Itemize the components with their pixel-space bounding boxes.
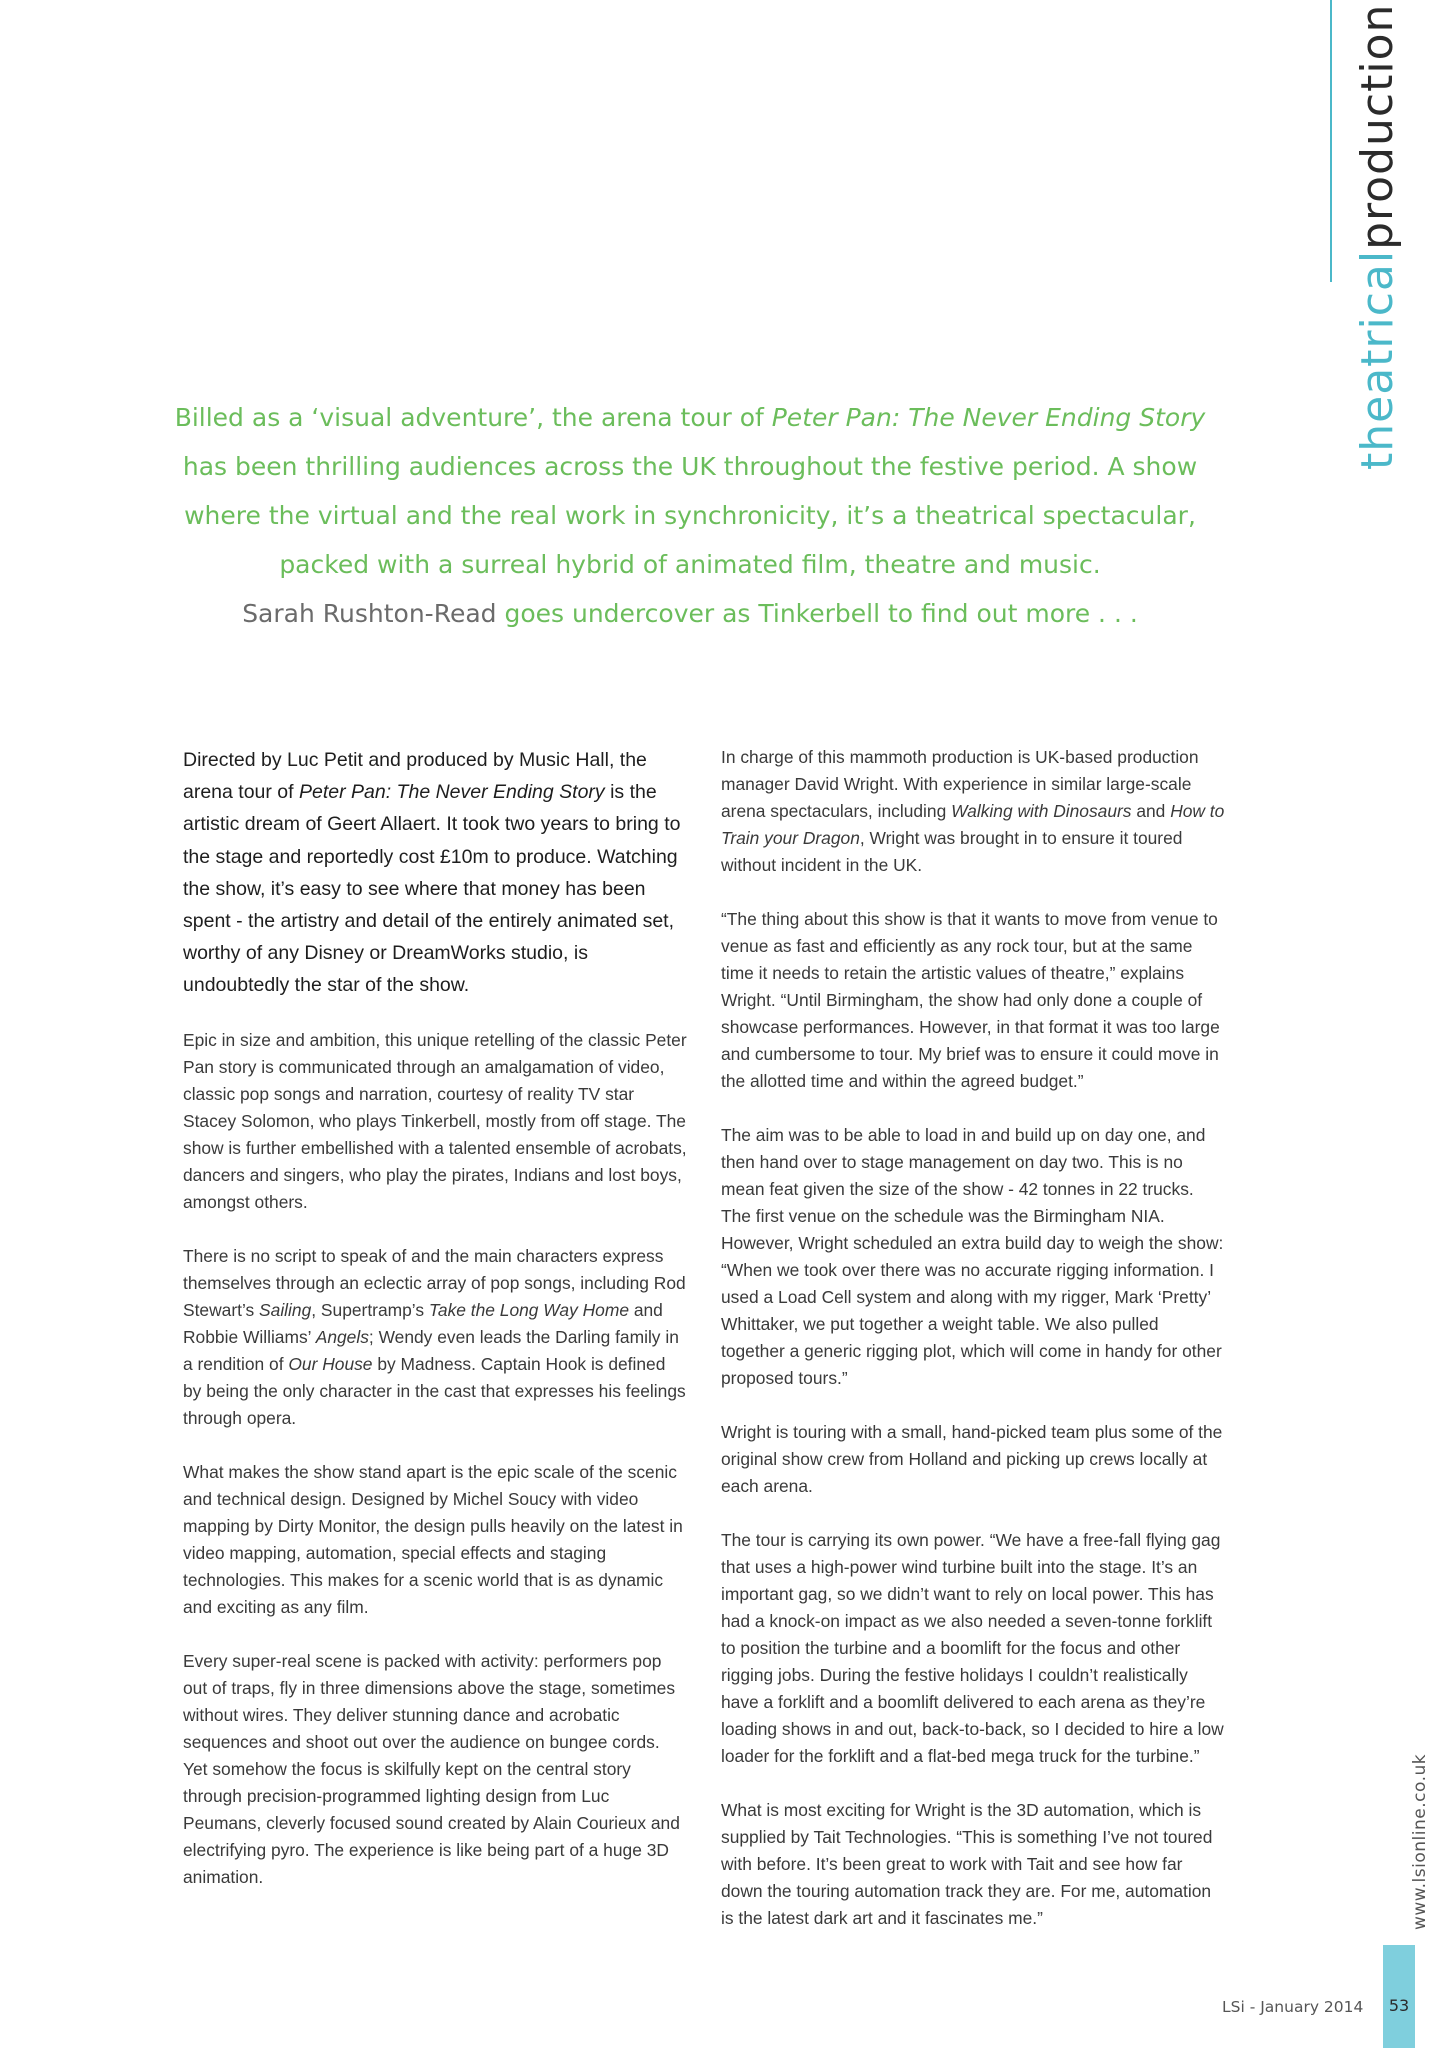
section-tag <box>1294 0 1403 470</box>
body-paragraph: The tour is carrying its own power. “We have a free-fall flying gag that uses a high-power wind turbine built into the stage. It’s an important gag, so we didn’t want to rely on local power. This has had a knock-on impact as we also needed a seven-tonne forklift to position the turbine and a boomlift for the focus and other rigging jobs. During the festive holidays I couldn’t realistically have a forklift and a boomlift delivered to each arena as they’re loading shows in and out, back-to-back, so I decided to hire a low loader for the forklift and a flat-bed mega truck for the turbine.” <box>721 1530 1224 1766</box>
page-number: 53 <box>1388 1996 1410 2015</box>
article-column-left <box>183 744 688 1918</box>
standfirst-line <box>150 393 1230 442</box>
body-paragraph: There is no script to speak of and the main characters express themselves through an eclectic array of pop songs, including Rod Stewart’s Sailing, Supertramp’s Take the Long Way Home and Robbie Williams’ Angels; Wendy even leads the Darling family in a rendition of Our House by Madness. Captain Hook is defined by being the only character in the cast that expresses his feelings through opera. <box>183 1245 686 1428</box>
body-paragraph: “The thing about this show is that it wants to move from venue to venue as fast and efficiently as any rock tour, but at the same time it needs to retain the artistic values of theatre,” explains Wright. “Until Birmingham, the show had only done a couple of showcase performances. However, in that format it was too large and cumbersome to tour. My brief was to ensure it could move in the allotted time and within the agreed budget.” <box>721 909 1220 1091</box>
body-paragraph: Epic in size and ambition, this unique retelling of the classic Peter Pan story is communicated through an amalgamation of video, classic pop songs and narration, courtesy of reality TV star Stacey Solomon, who plays Tinkerbell, mostly from off stage. The show is further embellished with a talented ensemble of acrobats, dancers and singers, who play the pirates, Indians and lost boys, amongst others. <box>183 1029 687 1212</box>
section-word-theatrical: theatrical <box>1352 249 1403 470</box>
website-url: www.lsionline.co.uk <box>1410 1753 1430 1930</box>
standfirst-line <box>150 589 1230 638</box>
body-paragraph: In charge of this mammoth production is UK-based production manager David Wright. With experience in similar large-scale arena spectaculars, including Walking with Dinosaurs and How to Train your Dragon, Wright was brought in to ensure it toured without incident in the UK. <box>721 747 1225 875</box>
standfirst-text: Billed as a ‘visual adventure’, the arena tour of <box>174 403 772 432</box>
body-paragraph: What makes the show stand apart is the epic scale of the scenic and technical design. Designed by Michel Soucy with video mapping by Dirty Monitor, the design pulls heavily on the latest in video mapping, automation, special effects and staging technologies. This makes for a scenic world that is as dynamic and exciting as any film. <box>183 1461 683 1617</box>
body-paragraph: Every super-real scene is packed with activity: performers pop out of traps, fly in three dimensions above the stage, sometimes without wires. They deliver stunning dance and acrobatic sequences and shoot out over the audience on bungee cords. Yet somehow the focus is skilfully kept on the central story through precision-programmed lighting design from Luc Peumans, cleverly focused sound created by Alain Courieux and electrifying pyro. The experience is like being part of a huge 3D animation. <box>183 1650 680 1887</box>
standfirst-line: where the virtual and the real work in synchronicity, it’s a theatrical spectacular, <box>184 501 1196 530</box>
show-title: Peter Pan: The Never Ending Story <box>771 403 1206 432</box>
section-word-production: production <box>1352 3 1403 250</box>
section-rule <box>1330 0 1332 282</box>
standfirst-line: packed with a surreal hybrid of animated film, theatre and music. <box>279 550 1101 579</box>
lead-paragraph: Directed by Luc Petit and produced by Music Hall, the arena tour of Peter Pan: The Never Ending Story is the artistic dream of Geert Allaert. It took two years to bring to the stage and reportedly cost £10m to produce. Watching the show, it’s easy to see where that money has been spent - the artistry and detail of the entirely animated set, worthy of any Disney or DreamWorks studio, is undoubtedly the star of the show. <box>183 749 681 997</box>
author-name: Sarah Rushton-Read <box>242 599 497 628</box>
standfirst-text: goes undercover as Tinkerbell to find out more . . . <box>496 599 1138 628</box>
article-column-right <box>721 744 1226 1959</box>
issue-label: LSi - January 2014 <box>1222 1998 1364 2016</box>
body-paragraph: What is most exciting for Wright is the 3D automation, which is supplied by Tait Technologies. “This is something I’ve not toured with before. It’s been great to work with Tait and see how far down the touring automation track they are. For me, automation is the latest dark art and it fascinates me.” <box>721 1800 1213 1928</box>
body-paragraph: Wright is touring with a small, hand-picked team plus some of the original show crew from Holland and picking up crews locally at each arena. <box>721 1422 1223 1496</box>
standfirst-line: has been thrilling audiences across the UK throughout the festive period. A show <box>182 452 1198 481</box>
standfirst <box>150 393 1230 638</box>
section-label <box>1352 3 1403 470</box>
body-paragraph: The aim was to be able to load in and build up on day one, and then hand over to stage management on day two. This is no mean feat given the size of the show - 42 tonnes in 22 trucks. The first venue on the schedule was the Birmingham NIA. However, Wright scheduled an extra build day to weigh the show: “When we took over there was no accurate rigging information. I used a Load Cell system and along with my rigger, Mark ‘Pretty’ Whittaker, we put together a weight table. We also pulled together a generic rigging plot, which will come in handy for other proposed tours.” <box>721 1125 1224 1388</box>
